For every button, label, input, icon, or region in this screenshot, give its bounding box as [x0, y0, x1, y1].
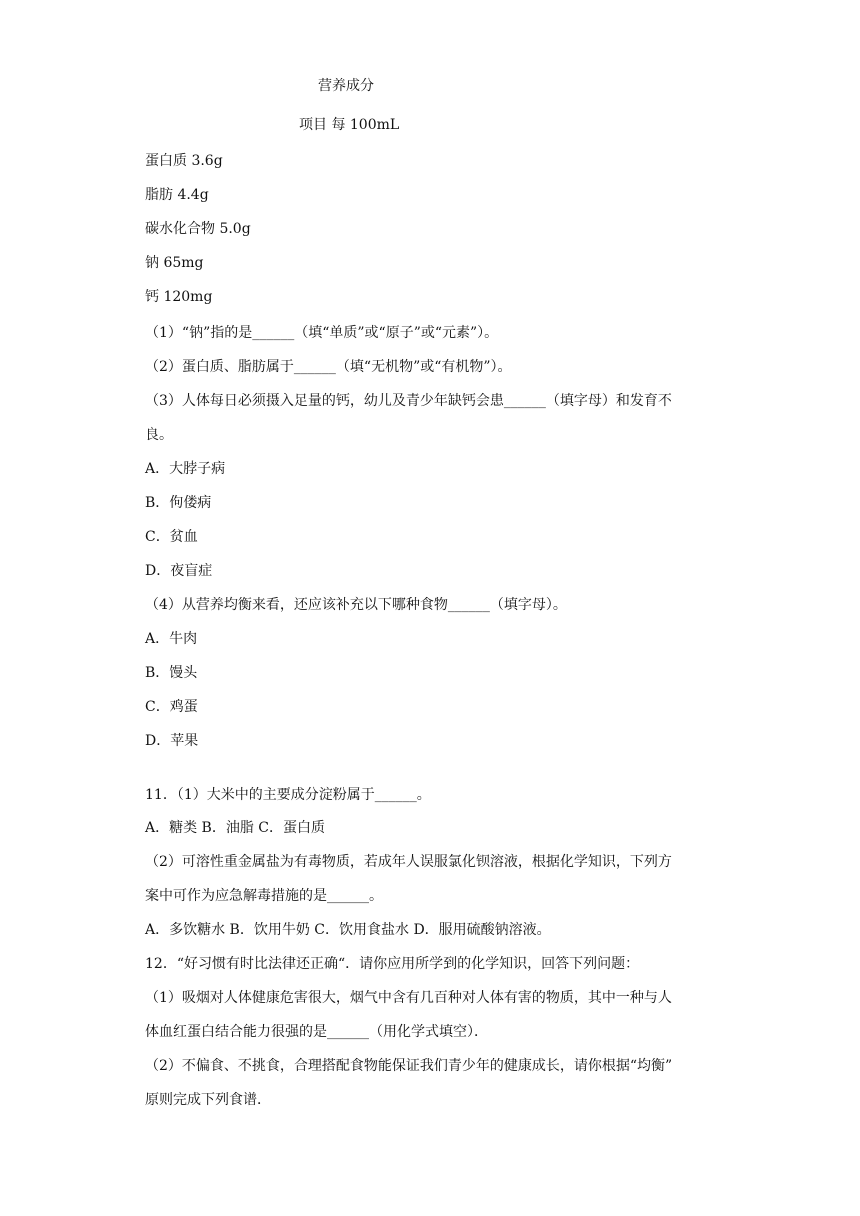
- q10-part3-option-a: A．大脖子病: [145, 461, 226, 477]
- table-title: 营养成分: [318, 78, 374, 94]
- q10-part3-line1: （3）人体每日必须摄入足量的钙，幼儿及青少年缺钙会患______（填字母）和发育不: [145, 393, 672, 409]
- q10-part3-option-b: B．佝偻病: [145, 495, 212, 511]
- table-row-carbohydrate: 碳水化合物 5.0g: [145, 221, 251, 237]
- q10-part4: （4）从营养均衡来看，还应该补充以下哪种食物______（填字母）。: [145, 597, 567, 613]
- q10-part1: （1）“钠”指的是______（填“单质”或“原子”或“元素”）。: [145, 325, 499, 341]
- table-row-protein: 蛋白质 3.6g: [145, 153, 223, 169]
- q11-part2-options: A．多饮糖水 B．饮用牛奶 C．饮用食盐水 D．服用硫酸钠溶液。: [145, 922, 551, 938]
- q10-part4-option-a: A．牛肉: [145, 631, 198, 647]
- q12-part2-line1: （2）不偏食、不挑食，合理搭配食物能保证我们青少年的健康成长，请你根据“均衡”: [145, 1058, 673, 1074]
- q10-part4-option-c: C．鸡蛋: [145, 699, 198, 715]
- q11-part2-line1: （2）可溶性重金属盐为有毒物质，若成年人误服氯化钡溶液，根据化学知识，下列方: [145, 854, 672, 870]
- table-row-sodium: 钠 65mg: [145, 255, 204, 271]
- q10-part3-option-d: D．夜盲症: [145, 563, 213, 579]
- q10-part3-line2: 良。: [145, 427, 173, 443]
- table-header: 项目 每 100mL: [299, 117, 400, 133]
- q11-part1-options: A．糖类 B．油脂 C．蛋白质: [145, 820, 326, 836]
- q10-part4-option-d: D．苹果: [145, 733, 199, 749]
- table-row-fat: 脂肪 4.4g: [145, 187, 209, 203]
- q12-part1-line1: （1）吸烟对人体健康危害很大，烟气中含有几百种对人体有害的物质，其中一种与人: [145, 990, 672, 1006]
- q11-part2-line2: 案中可作为应急解毒措施的是______。: [145, 888, 383, 904]
- q10-part3-option-c: C．贫血: [145, 529, 198, 545]
- q10-part2: （2）蛋白质、脂肪属于______（填“无机物”或“有机物”）。: [145, 359, 512, 375]
- q12-part1-line2: 体血红蛋白结合能力很强的是______（用化学式填空）．: [145, 1024, 488, 1040]
- table-row-calcium: 钙 120mg: [145, 289, 213, 305]
- q12-part2-line2: 原则完成下列食谱．: [145, 1092, 271, 1108]
- q11-part1: 11．（1）大米中的主要成分淀粉属于______。: [145, 787, 431, 803]
- q12-intro: 12．“好习惯有时比法律还正确“．请你应用所学到的化学知识，回答下列问题：: [145, 956, 640, 972]
- q10-part4-option-b: B．馒头: [145, 665, 198, 681]
